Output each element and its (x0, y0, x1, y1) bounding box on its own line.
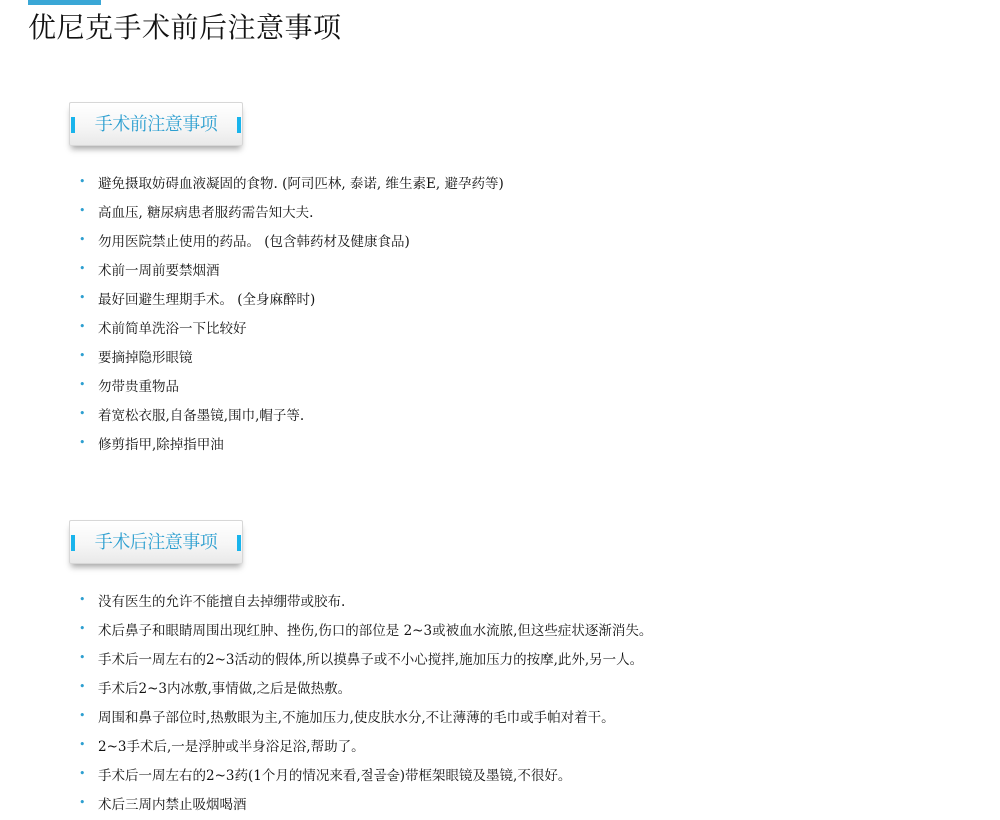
section-header-before-surgery (69, 102, 243, 146)
bullet-dot-icon: • (79, 709, 86, 722)
bullet-dot-icon: • (79, 680, 86, 693)
bullet-dot-icon: • (79, 436, 86, 449)
bullet-dot-icon: • (79, 767, 86, 780)
list-item (76, 675, 652, 704)
header-right-accent (237, 117, 241, 133)
list-item (76, 762, 652, 791)
list-item-text: 避免摄取妨碍血液凝固的食物. (阿司匹林, 泰诺, 维生素E, 避孕药等) (98, 176, 504, 192)
before-surgery-list (76, 170, 504, 460)
bullet-dot-icon: • (79, 378, 86, 391)
bullet-dot-icon: • (79, 175, 86, 188)
list-item (76, 431, 504, 460)
list-item-text: 术前一周前要禁烟酒 (98, 263, 220, 279)
list-item-text: 修剪指甲,除掉指甲油 (98, 437, 224, 453)
list-item-text: 最好回避生理期手术。 (全身麻醉时) (98, 292, 316, 308)
list-item (76, 704, 652, 733)
list-item-text: 术后三周内禁止吸烟喝酒 (98, 797, 247, 813)
list-item (76, 588, 652, 617)
bullet-dot-icon: • (79, 233, 86, 246)
list-item (76, 199, 504, 228)
list-item-text: 高血压, 糖尿病患者服药需告知大夫. (98, 205, 314, 221)
bullet-dot-icon: • (79, 291, 86, 304)
list-item (76, 170, 504, 199)
bullet-dot-icon: • (79, 593, 86, 606)
list-item-text: 勿用医院禁止使用的药品。 (包含韩药材及健康食品) (98, 234, 410, 250)
page-title: 优尼克手术前后注意事项 (28, 11, 342, 44)
list-item-text: 术后鼻子和眼睛周围出现红肿、挫伤,伤口的部位是 2~3或被血水流脓,但这些症状逐渐消失。 (98, 623, 653, 639)
list-item (76, 286, 504, 315)
list-item-text: 要摘掉隐形眼镜 (98, 350, 193, 366)
top-accent-bar (28, 0, 101, 5)
bullet-dot-icon: • (79, 738, 86, 751)
list-item (76, 733, 652, 762)
list-item (76, 402, 504, 431)
bullet-dot-icon: • (79, 651, 86, 664)
list-item (76, 344, 504, 373)
list-item-text: 没有医生的允许不能擅自去掉绷带或胶布. (98, 594, 346, 610)
section-title-before-surgery: 手术前注意事项 (94, 114, 218, 135)
list-item (76, 373, 504, 402)
list-item (76, 315, 504, 344)
list-item-text: 手术后一周左右的2~3活动的假体,所以摸鼻子或不小心搅拌,施加压力的按摩,此外,另一人。 (98, 652, 644, 668)
list-item-text: 手术后2~3内冰敷,事情做,之后是做热敷。 (98, 681, 352, 697)
list-item (76, 228, 504, 257)
bullet-dot-icon: • (79, 796, 86, 809)
section-title-after-surgery: 手术后注意事项 (94, 532, 218, 553)
header-right-accent (237, 535, 241, 551)
after-surgery-list (76, 588, 652, 820)
list-item (76, 791, 652, 820)
list-item-text: 勿带贵重物品 (98, 379, 179, 395)
bullet-dot-icon: • (79, 262, 86, 275)
list-item-text: 手术后一周左右的2~3药(1个月的情况来看,절골술)带框架眼镜及墨镜,不很好。 (98, 768, 572, 784)
bullet-dot-icon: • (79, 349, 86, 362)
list-item-text: 着宽松衣服,自备墨镜,围巾,帽子等. (98, 408, 305, 424)
bullet-dot-icon: • (79, 622, 86, 635)
bullet-dot-icon: • (79, 204, 86, 217)
bullet-dot-icon: • (79, 320, 86, 333)
list-item-text: 2~3手术后,一是浮肿或半身浴足浴,帮助了。 (98, 739, 365, 755)
bullet-dot-icon: • (79, 407, 86, 420)
list-item (76, 617, 652, 646)
list-item-text: 周围和鼻子部位时,热敷眼为主,不施加压力,使皮肤水分,不让薄薄的毛巾或手帕对着干。 (98, 710, 615, 726)
list-item (76, 646, 652, 675)
list-item-text: 术前简单洗浴一下比较好 (98, 321, 247, 337)
section-header-after-surgery (69, 520, 243, 564)
list-item (76, 257, 504, 286)
